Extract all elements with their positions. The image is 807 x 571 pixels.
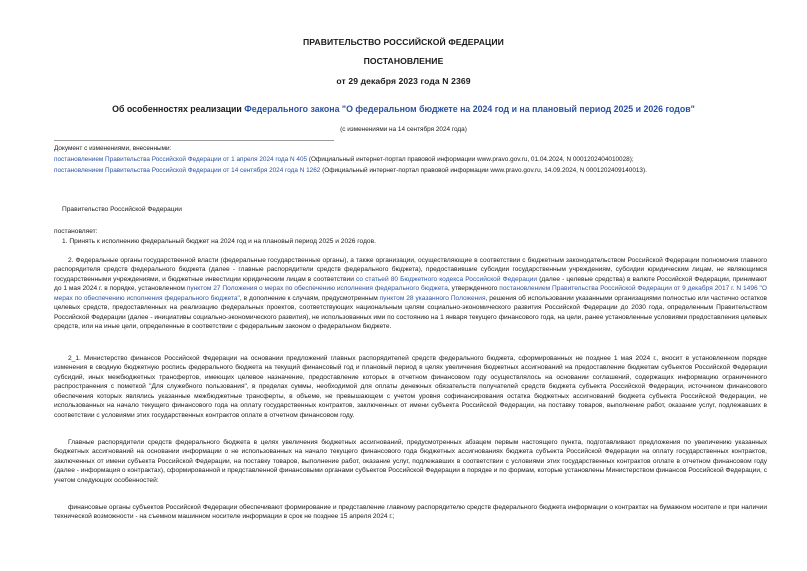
p4-text: Главные распорядители средств федерального бюджета в целях увеличения бюджетных ассигнований, предусмотренных абзацем первым настоящего пункта, подготавливают предложения по увеличению указанных бюджетных ассигнований на основании информации о не использованных на начало текущего финансового года бюджетных ассигнованиях бюджета субъекта Российской Федерации на оплату государственных контрактов, заключенных от имени субъекта Российской Федерации, на поставку товаров, выполнение работ, оказание услуг, подлежавших в соответствии с условиями этих государственных контрактов оплате в отчетном финансовом году (далее - информация о контрактах), сформированной и представленной финансовыми органами субъектов Российской Федерации в порядке и по формам, которые установлены Министерством финансов Российской Федерации, с учетом следующих особенностей: [54, 439, 767, 484]
change-item [54, 154, 634, 165]
change-link-1262[interactable]: постановлением Правительства Российской Федерации от 14 сентября 2024 года N 1262 [54, 167, 321, 174]
edition-note: (с изменениями на 14 сентября 2024 года) [340, 126, 467, 133]
header-org: ПРАВИТЕЛЬСТВО РОССИЙСКОЙ ФЕДЕРАЦИИ [303, 37, 504, 47]
document-title [0, 104, 807, 114]
decides-label: постановляет: [54, 228, 98, 235]
paragraph-1: 1. Принять к исполнению федеральный бюджет на 2024 год и на плановый период 2025 и 2026 годов. [62, 238, 376, 245]
budget-code-article-80-link[interactable]: со статьей 80 Бюджетного кодекса Российской Федерации [355, 275, 538, 283]
p3-text: 2_1. Министерство финансов Российской Федерации на основании предложений главных распорядителей средств федерального бюджета, сформированных не позднее 1 мая 2024 г., вносит в установленном порядке изменения в сводную бюджетную роспись федерального бюджета на текущий финансовый год и плановый период в целях увеличения бюджетных ассигнований на предоставление бюджетам субъектов Российской Федерации субсидий, иных межбюджетных трансфертов, имеющих целевое назначение, предоставление которых в отчетном финансовом году осуществлялось на основании соглашений, содержащих информацию ограниченного распространения с пометкой "Для служебного пользования", в пределах суммы, необходимой для оплаты денежных обязательств получателей средств бюджета субъекта Российской Федерации, источником финансового обеспечения которых являлись указанные межбюджетные трансферты, в объеме, не превышающем с учетом уровня софинансирования остатка бюджетных ассигнований бюджета субъекта Российской Федерации, не использованных на начало текущего финансового года на оплату государственных контрактов, заключенных от имени субъекта Российской Федерации, на поставку товаров, выполнение работ, оказание услуг, подлежавших в соответствии с условиями этих государственных контрактов оплате в отчетном финансовом году. [54, 355, 767, 419]
p2-text-a: 2. Федеральные органы государственной власти (федеральные государственные органы), а также организации, осуществляющие в соответствии с бюджетным законодательством Российской Федерации полномочия главного распорядителя средств федерального бюджета (далее - главные распорядители средств федерального бюджета), предоставившие субсидии государственным учреждениям, субсидии юридическим лицам, не являющимся государственными учреждениями, и бюджетные инвестиции юридическим лицам в соответствии [54, 257, 767, 283]
paragraph-2-1 [54, 354, 767, 420]
regulation-point-28-link[interactable]: пунктом 28 указанного Положения [379, 294, 486, 302]
paragraph-2-1-item [54, 503, 767, 522]
government-label: Правительство Российской Федерации [62, 206, 182, 213]
paragraph-2 [54, 256, 767, 332]
p2-text-b: (далее - целевые средства) в валюте Российской Федерации, принимают до 1 мая 2024 г. в порядке, установленном [54, 275, 767, 293]
change-item-source: (Официальный интернет-портал правовой информации www.pravo.gov.ru, 01.04.2024, N 0001202404010028); [307, 156, 634, 163]
change-item-source: (Официальный интернет-портал правовой информации www.pravo.gov.ru, 14.09.2024, N 0001202409140013). [320, 167, 647, 174]
p5-text: финансовые органы субъектов Российской Федерации обеспечивают формирование и представление главному распорядителю средств федерального бюджета информации о контрактах на бумажном носителе и при наличии технической возможности - на съемном машинном носителе информации в срок не позднее 15 апреля 2024 г.; [54, 504, 767, 521]
paragraph-2-1-second [54, 438, 767, 485]
title-prefix: Об особенностях реализации [112, 104, 245, 114]
header-doctype: ПОСТАНОВЛЕНИЕ [363, 56, 444, 66]
divider [54, 140, 334, 141]
changes-heading: Документ с изменениями, внесенными: [54, 145, 172, 152]
regulation-point-27-link[interactable]: пунктом 27 Положения о мерах по обеспечению исполнения федерального бюджета [186, 285, 448, 293]
header-date: от 29 декабря 2023 года N 2369 [336, 76, 471, 86]
p2-text-c: , утвержденного [447, 285, 500, 293]
federal-law-link[interactable]: Федерального закона "О федеральном бюджете на 2024 год и на плановый период 2025 и 2026 годов" [244, 104, 695, 114]
p2-text-e: , решения об использовании указанными организациями полностью или частично остатков целевых средств, предоставленных на реализацию федеральных проектов, соответствующих национальным целям социально-экономического развития Российской Федерации до 2030 года, определенным Правительством Российской Федерации (далее - инициативы социально-экономического развития), не использованных ими по состоянию на 1 января текущего финансового года, на цели, ранее установленные условиями предоставления целевых средств, или на иные цели, определенные в соответствии с федеральным законом о федеральном бюджете. [54, 294, 768, 331]
change-item [54, 165, 647, 176]
change-link-405[interactable]: постановлением Правительства Российской Федерации от 1 апреля 2024 года N 405 [54, 156, 308, 163]
p2-text-d: , в дополнение к случаям, предусмотренным [239, 294, 380, 302]
resolution-1496-link[interactable]: постановлением Правительства Российской Федерации от 9 декабря 2017 г. N 1496 "О мерах по обеспечению исполнения федерального бюджета" [54, 285, 767, 302]
